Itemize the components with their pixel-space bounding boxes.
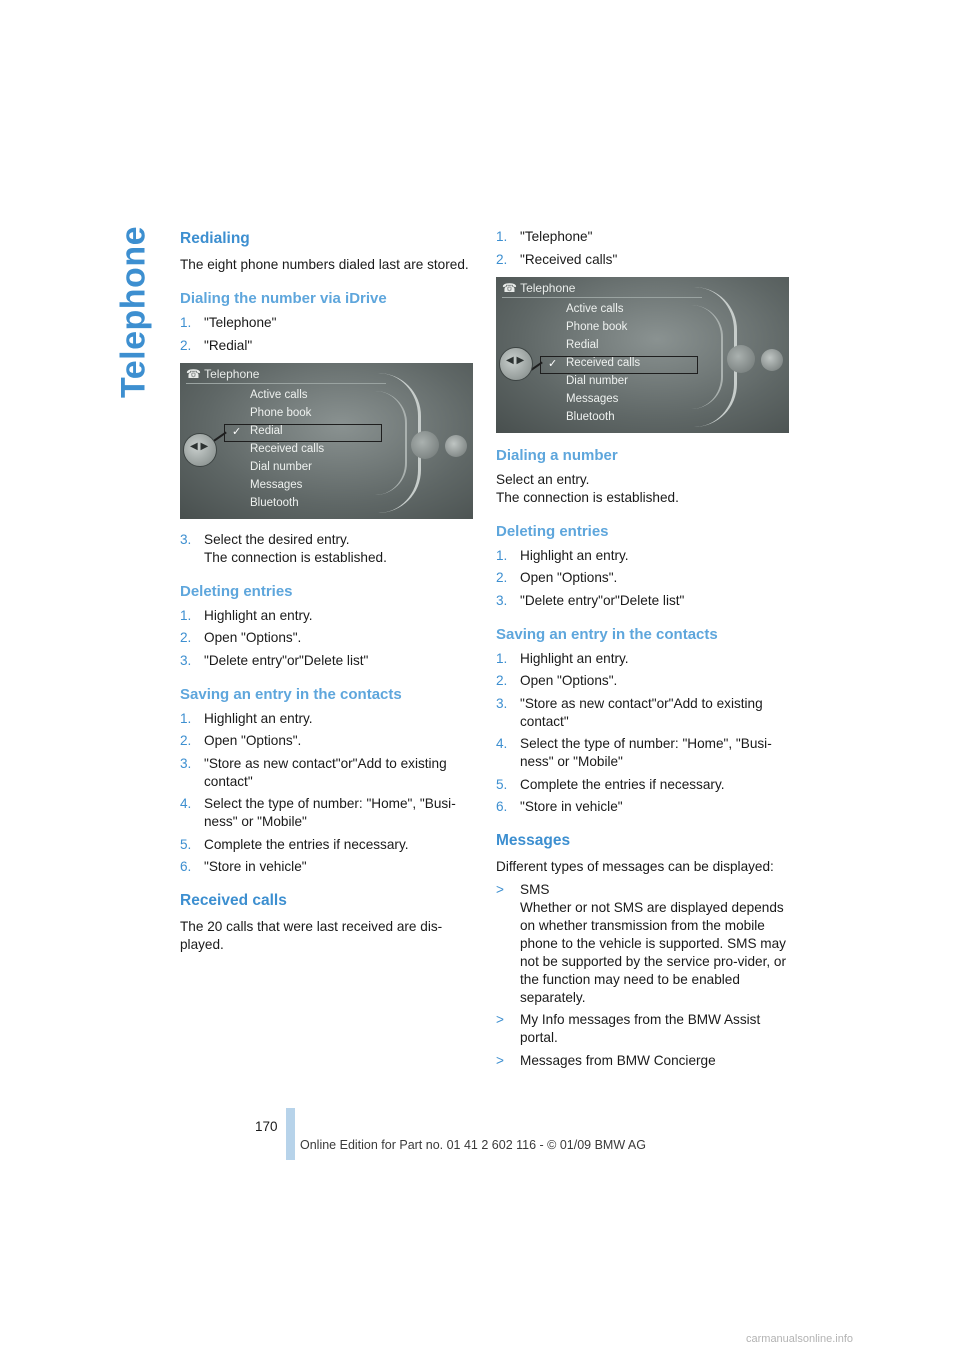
list-item: 1. Highlight an entry. (496, 650, 629, 666)
list-item: 1. "Telephone" (180, 315, 277, 330)
section-title: Telephone (114, 226, 153, 398)
screen-divider (502, 297, 702, 298)
messages-section (496, 830, 792, 1070)
menu-item: Messages (566, 392, 619, 405)
list-item: 4. Select the type of number: "Home", "Busi-ness" or "Mobile" (180, 796, 456, 829)
check-icon: ✓ (232, 425, 242, 438)
received-calls-steps (496, 228, 792, 269)
received-calls-text: The 20 calls that were last received are dis-played. (180, 919, 443, 952)
deleting-steps (180, 607, 476, 670)
menu-item: Received calls (250, 442, 325, 455)
list-item: 2. Open "Options". (496, 570, 618, 585)
list-item: 2. Open "Options". (180, 733, 302, 748)
received-calls-heading: Received calls (180, 892, 287, 909)
left-deleting-section (180, 581, 476, 670)
list-item: 1. Highlight an entry. (180, 710, 313, 726)
dialing-line: Select an entry. (496, 471, 590, 487)
saving-heading: Saving an entry in the contacts (180, 685, 402, 703)
list-item: 6. "Store in vehicle" (180, 859, 307, 874)
footer-bar (286, 1108, 295, 1160)
messages-list (496, 881, 792, 1070)
footer-text: Online Edition for Part no. 01 41 2 602 116 - © 01/09 BMW AG (300, 1138, 646, 1152)
dialing-number-section (496, 445, 792, 507)
list-item: 2. "Redial" (180, 337, 253, 353)
option-button-icon (445, 435, 467, 457)
menu-item: Messages (250, 478, 303, 491)
saving-steps (180, 710, 476, 877)
screen-divider (186, 383, 386, 384)
saving-heading: Saving an entry in the contacts (496, 625, 718, 643)
menu-item: Active calls (250, 388, 308, 401)
redialing-heading: Redialing (180, 230, 250, 247)
saving-steps (496, 650, 792, 817)
redialing-text: The eight phone numbers dialed last are stored. (180, 257, 469, 272)
list-item: 3. "Store as new contact"or"Add to existing contact" (180, 755, 447, 789)
screen-header: ☎ Telephone (186, 366, 260, 381)
menu-item: Dial number (250, 460, 312, 473)
right-saving-section (496, 624, 792, 817)
deleting-heading: Deleting entries (496, 522, 609, 540)
page-number: 170 (255, 1119, 278, 1134)
list-item: > SMS Whether or not SMS are displayed depends on whether transmission from the mobile phone to the vehicle is supported. SMS may not be supported by the service pro-vider, or the function may need to be enabled separately. (496, 881, 786, 1005)
menu-item: Redial (250, 424, 283, 437)
screen-header: ☎ Telephone (502, 280, 576, 295)
watermark: carmanualsonline.info (746, 1333, 854, 1345)
menu-item: Phone book (250, 406, 312, 419)
list-item: 2. "Received calls" (496, 251, 618, 267)
menu-item: Bluetooth (250, 496, 299, 509)
dialing-idrive-steps (180, 314, 476, 355)
list-item: 5. Complete the entries if necessary. (180, 836, 409, 852)
selection-box (540, 356, 698, 374)
list-item: 3. "Store as new contact"or"Add to existing contact" (496, 695, 763, 729)
list-item: 3. "Delete entry"or"Delete list" (496, 592, 685, 608)
messages-heading: Messages (496, 832, 571, 849)
list-item: 4. Select the type of number: "Home", "Busi-ness" or "Mobile" (496, 736, 772, 769)
idrive-screen-received-calls (496, 277, 789, 433)
menu-item: Bluetooth (566, 410, 615, 423)
menu-item: Redial (566, 338, 599, 351)
selection-box (224, 424, 382, 442)
menu-item: Received calls (566, 356, 641, 369)
arrow-icon: ◀ ▶ (506, 354, 525, 366)
messages-intro: Different types of messages can be displayed: (496, 859, 774, 874)
arc-decoration (375, 391, 407, 495)
list-item: 3. Select the desired entry. The connection is established. (180, 531, 387, 565)
nav-button-icon (411, 431, 439, 459)
menu-item: Dial number (566, 374, 628, 387)
redialing-section (180, 228, 476, 274)
list-item: > Messages from BMW Concierge (496, 1052, 716, 1068)
deleting-heading: Deleting entries (180, 582, 293, 600)
dialing-line: The connection is established. (496, 489, 679, 505)
received-calls-section (180, 890, 476, 954)
arrow-icon: ◀ ▶ (190, 440, 209, 452)
dialing-number-heading: Dialing a number (496, 446, 618, 464)
dialing-idrive-heading: Dialing the number via iDrive (180, 290, 387, 307)
dialing-idrive-section (180, 288, 476, 355)
check-icon: ✓ (548, 357, 558, 370)
list-item: 5. Complete the entries if necessary. (496, 776, 725, 792)
list-item: 1. Highlight an entry. (496, 547, 629, 563)
list-item: 3. "Delete entry"or"Delete list" (180, 652, 369, 668)
list-item: 1. "Telephone" (496, 229, 593, 244)
right-deleting-section (496, 521, 792, 610)
nav-button-icon (727, 345, 755, 373)
list-item: 2. Open "Options". (496, 673, 618, 688)
left-column (180, 228, 476, 954)
arc-decoration (691, 305, 723, 409)
list-item: > My Info messages from the BMW Assist portal. (496, 1012, 761, 1045)
deleting-steps (496, 547, 792, 610)
idrive-screen-redial (180, 363, 473, 519)
menu-item: Active calls (566, 302, 624, 315)
option-button-icon (761, 349, 783, 371)
menu-item: Phone book (566, 320, 628, 333)
list-item: 2. Open "Options". (180, 630, 302, 645)
list-item: 1. Highlight an entry. (180, 607, 313, 623)
list-item: 6. "Store in vehicle" (496, 799, 623, 814)
right-column (496, 228, 792, 1074)
left-saving-section (180, 684, 476, 877)
steps-after-screen (180, 531, 476, 567)
